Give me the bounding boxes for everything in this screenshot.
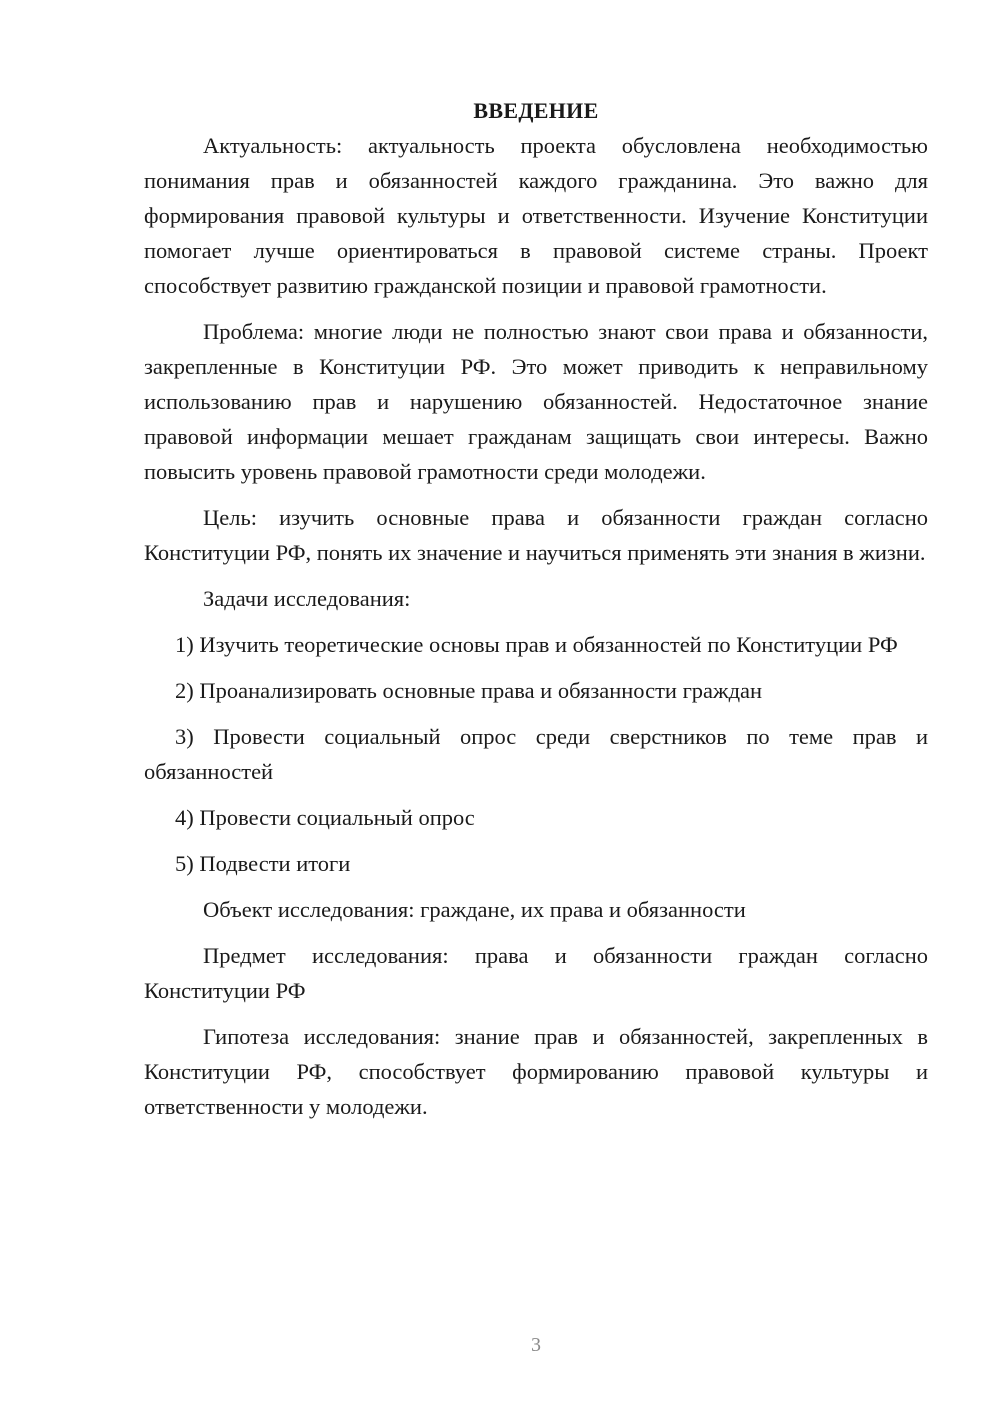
task-item-2: 2) Проанализировать основные права и обязанности граждан [175, 678, 763, 703]
goal-paragraph: Цель: изучить основные права и обязанности граждан согласно Конституции РФ, понять их значение и научиться применять эти знания в жизни. [144, 505, 928, 565]
task-item-4: 4) Провести социальный опрос [175, 805, 475, 830]
tasks-heading: Задачи исследования: [203, 586, 411, 611]
page-content [144, 93, 928, 1124]
hypothesis-paragraph: Гипотеза исследования: знание прав и обязанностей, закрепленных в Конституции РФ, способствует формированию правовой культуры и ответственности у молодежи. [144, 1024, 928, 1119]
task-item-5: 5) Подвести итоги [175, 851, 351, 876]
object-paragraph: Объект исследования: граждане, их права и обязанности [203, 897, 746, 922]
relevance-paragraph: Актуальность: актуальность проекта обусловлена необходимостью понимания прав и обязанностей каждого гражданина. Это важно для формирования правовой культуры и ответственности. Изучение Конституции помогает лучше ориентироваться в правовой системе страны. Проект способствует развитию гражданской позиции и правовой грамотности. [144, 133, 928, 298]
task-item-3: 3) Провести социальный опрос среди сверстников по теме прав и обязанностей [144, 724, 928, 784]
page-number: 3 [531, 1334, 541, 1356]
task-item-1: 1) Изучить теоретические основы прав и обязанностей по Конституции РФ [175, 632, 898, 657]
problem-paragraph: Проблема: многие люди не полностью знают свои права и обязанности, закрепленные в Конституции РФ. Это может приводить к неправильному использованию прав и нарушению обязанностей. Недостаточное знание правовой информации мешает гражданам защищать свои интересы. Важно повысить уровень правовой грамотности среди молодежи. [144, 319, 928, 484]
page-title: ВВЕДЕНИЕ [473, 98, 599, 123]
subject-paragraph: Предмет исследования: права и обязанности граждан согласно Конституции РФ [144, 943, 928, 1003]
